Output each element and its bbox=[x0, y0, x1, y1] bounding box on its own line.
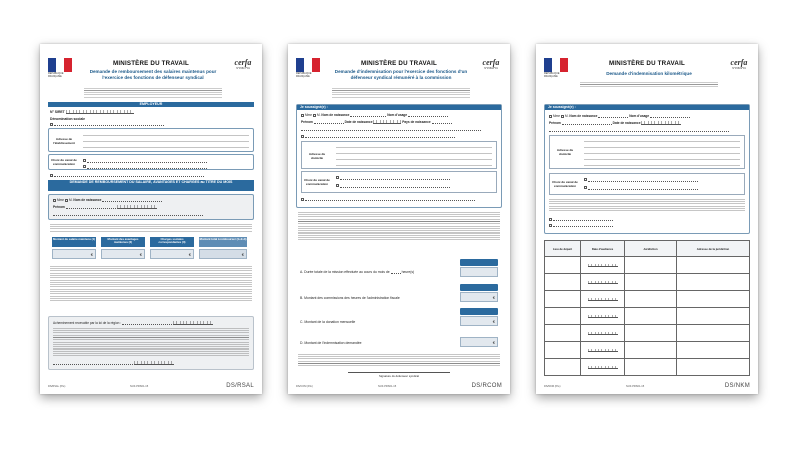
flag-icon bbox=[48, 58, 72, 72]
table-row[interactable] bbox=[545, 342, 750, 359]
line-c-field[interactable]: € bbox=[460, 316, 498, 326]
legal-reference-text bbox=[84, 88, 222, 98]
denomination-row: Dénomination sociale bbox=[50, 117, 86, 121]
employer-address-section: Adresse de l'établissement bbox=[48, 128, 254, 152]
footer-code-left: DS/NKM (P/e) bbox=[544, 385, 561, 388]
table-header-row: Lieu de départ Date d'audience Juridiction Adresse de la juridiction bbox=[545, 241, 750, 257]
form-salary-reimbursement: RÉPUBLIQUE FRANÇAISE MINISTÈRE DU TRAVAIL cerfa N°15617*01 Demande de remboursement des salaires maintenus pour l'exercice des fonctions de défenseur syndical EMPLOYEUR N° SIRET Dénomination sociale Adresse de l'établissement Choix du canal de communication DEMANDE DE REMBOURSEMENT DU SALAIRE, AVANTAGES ET CHARGES au TITRE DU MOIS Mme M. Nom de naissance Prénom Montant du salaire maintenu (1) Montant des avantages maintenus (2) Charges sociales correspondantes (3) Montant total à rembourser (1+2+3) € € € € Acheminement recevable par la loi de la région : DS/RSAL (P/e) NUF-PRS01-15 DS/RSAL bbox=[40, 44, 262, 394]
declarant-section: Je soussigné(e) : Mme M. Nom de naissance Nom d'usage Prénom Date de naissance Adresse du domicile Choix du canal de communication bbox=[544, 104, 750, 234]
employee-identity-section: Mme M. Nom de naissance Prénom bbox=[48, 194, 254, 220]
benefits-amount-field[interactable]: € bbox=[101, 249, 145, 259]
footer-reference: NUF-PRS01-15 bbox=[130, 385, 149, 388]
footer-reference: NUF-PRS01-15 bbox=[378, 385, 397, 388]
footer-code-left: DS/RSAL (P/e) bbox=[48, 385, 66, 388]
salary-amount-field[interactable]: € bbox=[52, 249, 96, 259]
line-a-header bbox=[460, 259, 498, 266]
form-code: DS/RSAL bbox=[226, 383, 254, 389]
footer-reference: NUF-PRS01-15 bbox=[626, 385, 645, 388]
channel-section: Choix du canal de communication bbox=[48, 154, 254, 170]
form-title: Demande de remboursement des salaires maintenus pour l'exercice des fonctions de défenseur syndical bbox=[89, 69, 217, 80]
table-row[interactable] bbox=[545, 359, 750, 376]
form-code: DS/RCOM bbox=[471, 383, 502, 389]
legal-notice-text bbox=[298, 354, 500, 368]
form-title: Demande d'indemnisation kilométrique bbox=[606, 71, 692, 76]
form-code: DS/NKM bbox=[724, 383, 750, 389]
line-b-header bbox=[460, 284, 498, 291]
table-row[interactable] bbox=[545, 274, 750, 291]
siret-row: N° SIRET bbox=[50, 110, 252, 114]
declarant-section: Je soussigné(e) : Mme M. Nom de naissance Nom d'usage Prénom Date de naissance Pays de naissance Adresse du domicile Choix du canal de communication bbox=[296, 104, 502, 208]
cerfa-logo: cerfa N°15617*01 bbox=[234, 58, 252, 70]
form-commission-indemnity: RÉPUBLIQUE FRANÇAISE MINISTÈRE DU TRAVAIL cerfa N°15618*01 Demande d'indemnisation pour l'exercice des fonctions d'un défenseur syndical rémunéré à la commission Je soussigné(e) : Mme M. Nom de naissance Nom d'usage Prénom Date de naissance Pays de naissance Adresse du domicile Choix du canal de communication A. Durée totale de la mission effectuée au cours du mois de heure(s) B. Montant des commissions des heures de l'administration fiscale € C. Montant de la donation mensuelle € D. Montant de l'indemnisation demandée € Signature du défenseur syndical DS/COM (P/e) NUF-PRS01-15 DS/RCOM bbox=[288, 44, 510, 394]
marianne-logo: RÉPUBLIQUE FRANÇAISE bbox=[296, 58, 320, 78]
charges-amount-field[interactable]: € bbox=[150, 249, 194, 259]
line-b-field[interactable]: € bbox=[460, 292, 498, 302]
employer-bar: EMPLOYEUR bbox=[48, 102, 254, 107]
total-amount-field[interactable]: € bbox=[199, 249, 247, 259]
footer-code-left: DS/COM (P/e) bbox=[296, 385, 313, 388]
ministry-title: MINISTÈRE DU TRAVAIL bbox=[113, 60, 189, 67]
administration-section: Acheminement recevable par la loi de la région : bbox=[48, 316, 254, 370]
line-c-header bbox=[460, 308, 498, 315]
line-a-field[interactable] bbox=[460, 267, 498, 277]
table-row[interactable] bbox=[545, 308, 750, 325]
marianne-logo: RÉPUBLIQUE FRANÇAISE bbox=[544, 58, 568, 78]
form-mileage-indemnity bbox=[536, 44, 758, 394]
trips-table bbox=[544, 240, 750, 376]
ministry-title: MINISTÈRE DU TRAVAIL bbox=[361, 60, 437, 67]
ministry-title: MINISTÈRE DU TRAVAIL bbox=[609, 60, 685, 67]
marianne-logo: RÉPUBLIQUE FRANÇAISE bbox=[48, 58, 72, 78]
legal-reference-text bbox=[580, 82, 718, 88]
cerfa-logo: cerfa N°15618*01 bbox=[482, 58, 500, 70]
line-d-field[interactable]: € bbox=[460, 337, 498, 347]
cerfa-logo: cerfa N°15619*01 bbox=[730, 58, 748, 70]
signature-label: Signature du défenseur syndical bbox=[348, 372, 450, 378]
legal-reference-text bbox=[332, 88, 470, 98]
flag-icon bbox=[296, 58, 320, 72]
table-row[interactable] bbox=[545, 257, 750, 274]
declaration-text bbox=[298, 212, 500, 240]
reimbursement-bar: DEMANDE DE REMBOURSEMENT DU SALAIRE, AVANTAGES ET CHARGES au TITRE DU MOIS bbox=[48, 180, 254, 191]
form-title: Demande d'indemnisation pour l'exercice des fonctions d'un défenseur syndical rémunéré à la commission bbox=[334, 69, 468, 80]
table-row[interactable] bbox=[545, 325, 750, 342]
legal-notice-text bbox=[50, 266, 252, 302]
flag-icon bbox=[544, 58, 568, 72]
table-row[interactable] bbox=[545, 291, 750, 308]
